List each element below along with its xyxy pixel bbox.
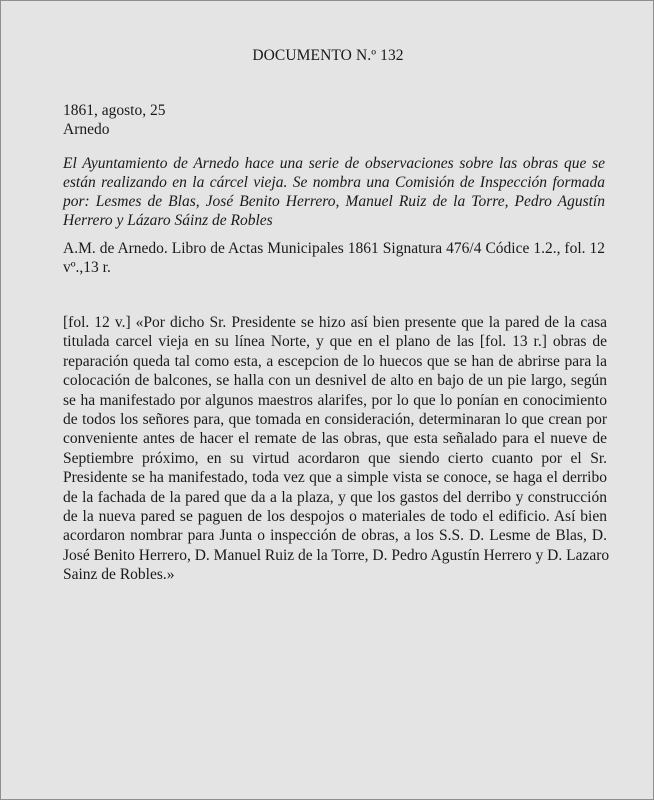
body-line: reparación queda tal como esta, a escepcion de lo huecos que se han de abrirse para la [63, 352, 607, 370]
body-line: se ha manifestado por algunos maestros alarifes, por lo que lo ponían en conocimiento [63, 391, 607, 409]
summary-line: Herrero y Lázaro Sáinz de Robles [63, 212, 273, 229]
body-line: [fol. 12 v.] «Por dicho Sr. Presidente se hizo así bien presente que la pared de la casa [63, 314, 607, 331]
body-line: colocación de balcones, se halla con un desnivel de alto en bajo de un pie largo, según [63, 372, 607, 390]
body-line: conveniente antes de hacer el remate de las obras, que esta señalado para el nueve de [63, 430, 607, 448]
body-line: de todos los señores para, que tomada en consideración, determinaran lo que crean por [63, 411, 607, 429]
body-line: Sainz de Robles.» [63, 566, 175, 584]
body-line: José Benito Herrero, D. Manuel Ruiz de la Torre, D. Pedro Agustín Herrero y D. Lazaro [63, 546, 610, 564]
reference-line: vº.,13 r. [63, 259, 111, 276]
archive-reference [63, 239, 605, 277]
body-line: de la nueva pared se paguen de los despojos o materiales de todo el edificio. Así bien [63, 508, 607, 526]
body-line: de la fachada de la pared que da a la plaza, y que los gastos del derribo y construcción [63, 488, 607, 506]
document-place: Arnedo [63, 121, 110, 138]
reference-line: A.M. de Arnedo. Libro de Actas Municipales 1861 Signatura 476/4 Códice 1.2., fol. 12 [63, 240, 605, 257]
document-title: DOCUMENTO N.º 132 [252, 47, 404, 64]
document-header [63, 101, 165, 139]
body-line: Septiembre próximo, en su virtud acordaron que siendo cierto cuanto por el Sr. [63, 449, 607, 467]
document-summary [63, 154, 605, 230]
document-date: 1861, agosto, 25 [63, 102, 166, 119]
body-line: titulada carcel vieja en su línea Norte, y que en el plano de las [fol. 13 r.] obras de [63, 333, 607, 351]
summary-line: por: Lesmes de Blas, José Benito Herrero, Manuel Ruiz de la Torre, Pedro Agustín [63, 193, 605, 210]
body-line: acordaron nombrar para Junta o inspección de obras, a los S.S. D. Lesme de Blas, D. [63, 527, 607, 545]
body-line: Presidente se ha manifestado, toda vez que a simple vista se conoce, se haga el derribo [63, 469, 607, 487]
summary-line: están realizando en la cárcel vieja. Se nombra una Comisión de Inspección formada [63, 174, 605, 191]
summary-line: El Ayuntamiento de Arnedo hace una serie de observaciones sobre las obras que se [63, 155, 605, 172]
transcription-body [63, 313, 610, 585]
